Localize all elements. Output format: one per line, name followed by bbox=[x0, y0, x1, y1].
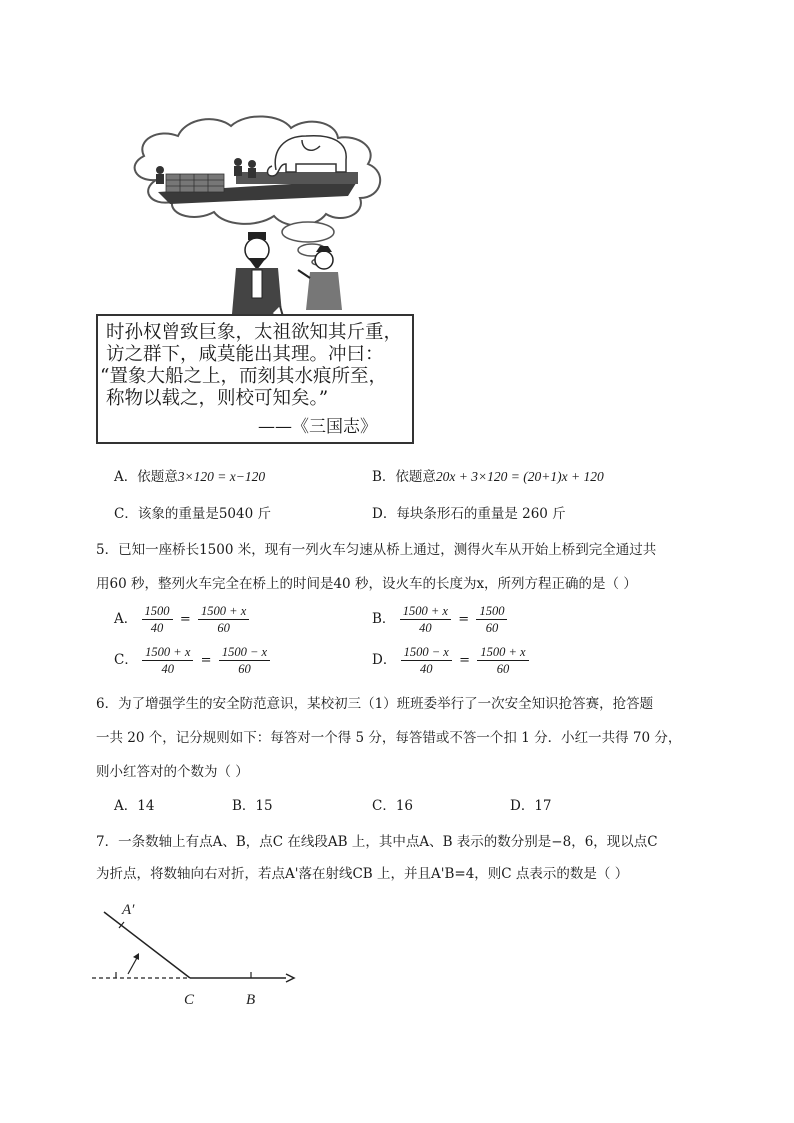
quote-line-1: 时孙权曾致巨象，太祖欲知其斤重， bbox=[106, 322, 403, 343]
q7-stem-line-1: 7．一条数轴上有点A、B，点C 在线段AB 上，其中点A、B 表示的数分别是−8，6，现以点C bbox=[96, 834, 658, 850]
fraction: $\frac{1500}{60}$ bbox=[476, 604, 507, 636]
fraction: $\frac{1500 - x}{40}$ bbox=[401, 645, 452, 677]
fraction: $\frac{1500 + x}{60}$ bbox=[477, 645, 528, 677]
quote-line-4: 称物以载之，则校可知矣。” bbox=[106, 388, 329, 409]
label-a-prime: A′ bbox=[122, 902, 135, 918]
fraction: $\frac{1500 + x}{40}$ bbox=[142, 645, 193, 677]
q6-stem-line-2: 一共 20 个，记分规则如下：每答对一个得 5 分，每答错或不答一个扣 1 分．小红一共得 70 分， bbox=[96, 730, 682, 746]
cao-chong-illustration bbox=[96, 110, 416, 320]
q5-option-b[interactable]: B． $\frac{1500 + x}{40}$ = $\frac{1500}{60}$ bbox=[372, 604, 507, 636]
q6-stem-line-3: 则小红答对的个数为（ ） bbox=[96, 764, 249, 780]
quote-source: ——《三国志》 bbox=[258, 417, 377, 437]
stone-stack bbox=[166, 174, 224, 192]
quote-box bbox=[96, 314, 414, 444]
fraction: $\frac{1500 - x}{60}$ bbox=[219, 645, 270, 677]
q4-option-d[interactable]: D．每块条形石的重量是 260 斤 bbox=[372, 506, 566, 522]
q4-option-c[interactable]: C．该象的重量是5040 斤 bbox=[114, 506, 271, 522]
q5-stem-line-1: 5．已知一座桥长1500 米，现有一列火车匀速从桥上通过，测得火车从开始上桥到完全通过共 bbox=[96, 542, 657, 558]
q5-option-d[interactable]: D． $\frac{1500 - x}{40}$ = $\frac{1500 + x}{60}$ bbox=[372, 645, 529, 677]
fraction: $\frac{1500}{40}$ bbox=[142, 604, 173, 636]
arrow-head bbox=[286, 974, 294, 982]
q5-option-c[interactable]: C． $\frac{1500 + x}{40}$ = $\frac{1500 - x}{60}$ bbox=[114, 645, 270, 677]
q5-stem-line-2: 用60 秒，整列火车完全在桥上的时间是40 秒，设火车的长度为x，所列方程正确的是（ ） bbox=[96, 576, 637, 592]
q5-option-a[interactable]: A． $\frac{1500}{40}$ = $\frac{1500 + x}{60}$ bbox=[114, 604, 249, 636]
q6-option-d[interactable]: D．17 bbox=[510, 798, 552, 814]
label-b: B bbox=[246, 992, 256, 1008]
q7-fold-diagram bbox=[88, 894, 308, 1012]
quote-line-2: 访之群下，咸莫能出其理。冲曰： bbox=[106, 344, 384, 365]
folded-ray bbox=[104, 912, 190, 978]
q6-option-a[interactable]: A．14 bbox=[114, 798, 155, 814]
fraction: $\frac{1500 + x}{60}$ bbox=[198, 604, 249, 636]
q4-option-b[interactable]: B．依题意20x + 3×120 = (20+1)x + 120 bbox=[372, 469, 604, 485]
q6-option-b[interactable]: B．15 bbox=[232, 798, 273, 814]
q7-stem-line-2: 为折点，将数轴向右对折，若点A'落在射线CB 上，并且A'B=4，则C 点表示的数是（ ） bbox=[96, 866, 629, 882]
label-c: C bbox=[184, 992, 195, 1008]
q6-stem-line-1: 6．为了增强学生的安全防范意识，某校初三（1）班班委举行了一次安全知识抢答赛，抢答题 bbox=[96, 696, 654, 712]
cao-cao-figure bbox=[232, 232, 282, 314]
fraction: $\frac{1500 + x}{40}$ bbox=[400, 604, 451, 636]
q4-option-a[interactable]: A．依题意3×120 = x−120 bbox=[114, 469, 266, 485]
q6-option-c[interactable]: C．16 bbox=[372, 798, 414, 814]
quote-line-3: “置象大船之上，而刻其水痕所至， bbox=[100, 366, 387, 387]
